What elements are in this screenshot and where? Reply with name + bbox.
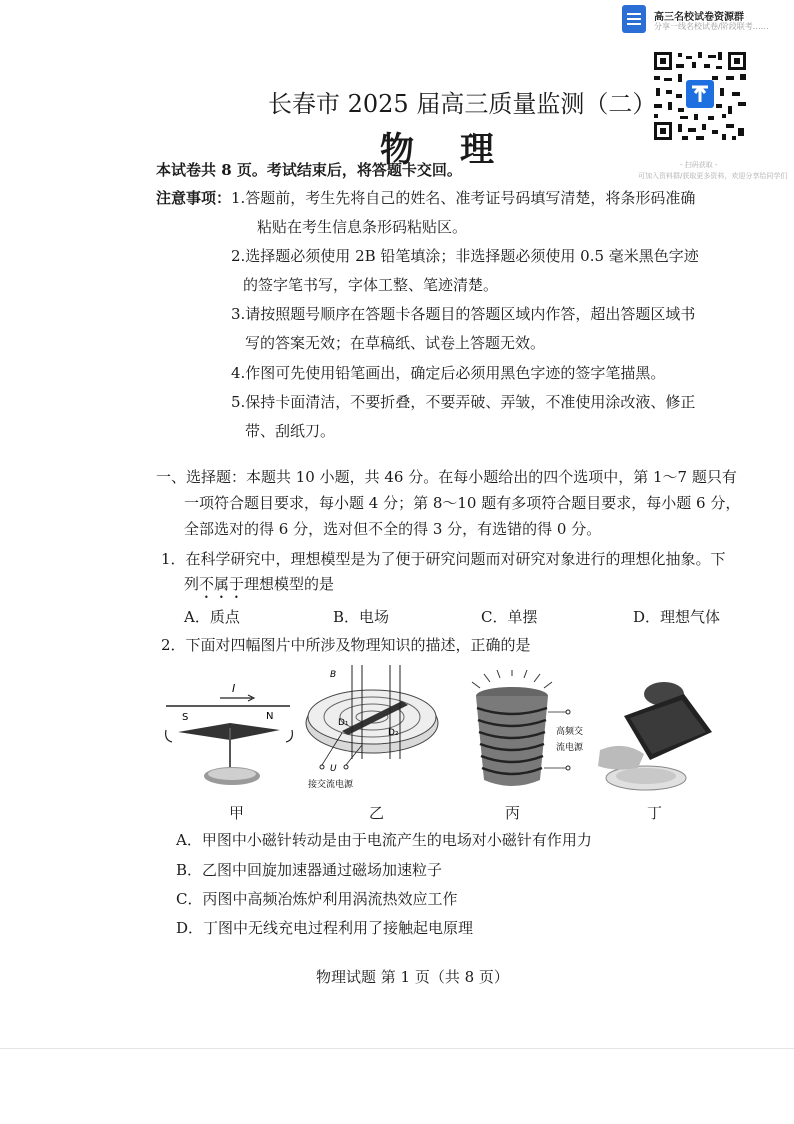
svg-text:S: S [182,712,189,723]
svg-text:D₂: D₂ [388,728,399,738]
qr-code[interactable] [652,50,748,142]
figure-caption-yi: 乙 [369,804,385,822]
notice-line: 3.请按照题号顺序在答题卡各题目的答题区域内作答，超出答题区域书 [231,305,696,323]
notice-line: 粘贴在考生信息条形码粘贴区。 [257,218,468,236]
option-a: A．质点 [184,608,240,626]
option-b: B．乙图中回旋加速器通过磁场加速粒子 [176,861,443,879]
notice-line: 4.作图可先使用铅笔画出，确定后必须用黑色字迹的签字笔描黑。 [231,364,666,382]
qr-caption: - 扫码获取 - [680,161,718,169]
svg-text:高频交: 高频交 [556,727,584,737]
emphasis-text: 不属于 [199,575,245,593]
option-c: C．丙图中高频冶炼炉利用涡流热效应工作 [176,890,458,908]
svg-text:接交流电源: 接交流电源 [308,780,354,790]
section-heading: 全部选对的得 6 分，选对但不全的得 3 分，有选错的得 0 分。 [184,520,602,538]
subject-title: 物理 [380,130,540,170]
section-heading: 一项符合题目要求，每小题 4 分；第 8～10 题有多项符合题目要求，每小题 6 分， [184,494,741,512]
option-b: B．电场 [333,608,390,626]
svg-text:B: B [330,670,337,680]
option-d: D．理想气体 [633,608,721,626]
figure-yi-cyclotron [302,663,444,793]
exam-title: 长春市 2025 届高三质量监测（二） [268,90,657,118]
question-2-stem: 2．下面对四幅图片中所涉及物理知识的描述，正确的是 [161,636,531,654]
watermark-subtitle: 分享一线名校试卷/阶段联考…… [654,22,769,31]
notice-line: 1.答题前，考生先将自己的姓名、准考证号码填写清楚，将条形码准确 [231,189,696,207]
document-app-icon [622,5,646,33]
figure-caption-bing: 丙 [505,804,521,822]
svg-text:I: I [232,682,236,695]
notice-line: 的签字笔书写，字体工整、笔迹清楚。 [243,276,499,294]
question-1-stem: 1．在科学研究中，理想模型是为了便于研究问题而对研究对象进行的理想化抽象。下 [161,550,726,568]
figure-bing-furnace [460,670,590,800]
question-1-stem-line2: 列不属于理想模型的是 [184,575,335,593]
svg-text:流电源: 流电源 [556,743,584,753]
watermark-title: 高三名校试卷资源群 [654,12,744,23]
notice-line: 写的答案无效；在草稿纸、试卷上答题无效。 [245,334,546,352]
figure-ding-wireless-charging [594,680,724,800]
figure-jia-compass [160,668,300,808]
section-heading: 一、选择题：本题共 10 小题，共 46 分。在每小题给出的四个选项中，第 1～7 题只有 [156,468,737,486]
figure-caption-jia: 甲 [229,804,245,822]
svg-text:N: N [266,711,274,722]
notice-label: 注意事项： [156,189,232,207]
page-footer: 物理试题 第 1 页（共 8 页） [316,968,509,986]
option-c: C．单摆 [481,608,538,626]
figure-caption-ding: 丁 [647,804,663,822]
option-d: D．丁图中无线充电过程利用了接触起电原理 [176,919,474,937]
svg-text:U: U [330,764,337,774]
intro-text: 本试卷共 8 页。考试结束后，将答题卡交回。 [156,161,462,179]
qr-caption-note: 可加入资料群/获取更多资料，欢迎分享给同学们 [638,172,788,180]
svg-text:D₁: D₁ [338,718,349,728]
notice-line: 2.选择题必须使用 2B 铅笔填涂；非选择题必须使用 0.5 毫米黑色字迹 [231,247,699,265]
notice-line: 带、刮纸刀。 [245,422,336,440]
option-a: A．甲图中小磁针转动是由于电流产生的电场对小磁针有作用力 [176,831,592,849]
notice-line: 5.保持卡面清洁，不要折叠，不要弄破、弄皱，不准使用涂改液、修正 [231,393,696,411]
page-divider [0,1048,794,1049]
